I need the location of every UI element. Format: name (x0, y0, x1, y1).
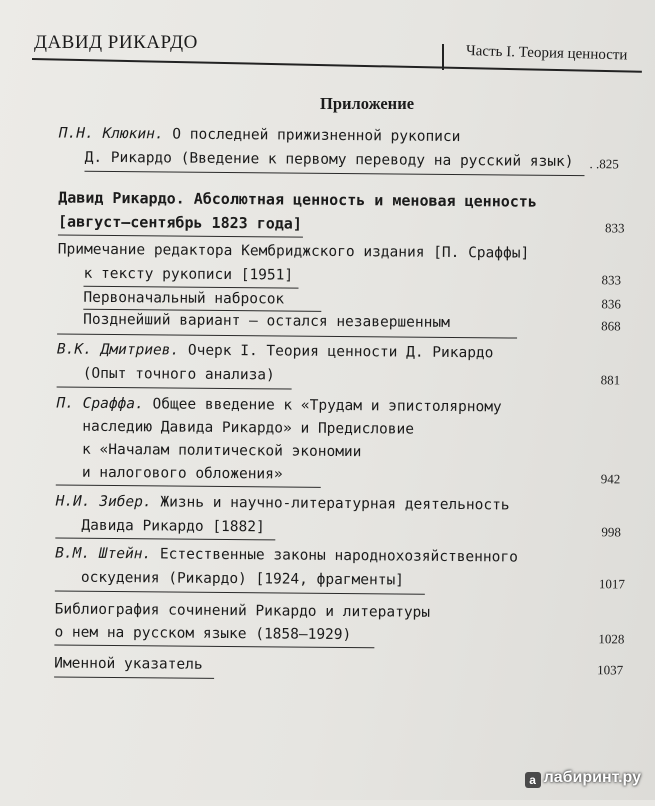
toc-page-dmitriev: 881 (600, 372, 621, 388)
toc-page-klyukin: . .825 (589, 156, 619, 172)
running-header-part: Часть I. Теория ценности (465, 43, 628, 64)
toc-page-later-version: 868 (601, 318, 621, 334)
toc-entry-stein-line2: оскудения (Рикардо) [1924, фрагменты] (80, 569, 405, 589)
toc-entry-ziber-line2: Давида Рикардо [1882] (81, 517, 265, 536)
toc-entry-editor-note-line1: Примечание редактора Кембриджского издания [П. Сраффы] (57, 241, 530, 262)
toc-entry-sraffa-line2: наследию Давида Рикардо» и Предисловие (82, 418, 415, 438)
entry-underline (57, 334, 517, 339)
entry-underline (54, 676, 214, 679)
toc-page-absolute-value: 833 (604, 220, 625, 236)
toc-page-first-draft: 836 (601, 296, 621, 312)
toc-page-bibliography: 1028 (598, 631, 625, 647)
toc-entry-stein-line1: В.М. Штейн. Естественные законы народнохозяйственного (55, 545, 518, 566)
toc-entry-sraffa-line3: к «Началам политической экономии (82, 441, 362, 461)
labirint-logo-icon: а (525, 772, 541, 788)
toc-entry-sraffa-line4: и налогового обложения» (81, 464, 283, 483)
toc-entry-absolute-value-line1: Давид Рикардо. Абсолютная ценность и меновая ценность (58, 188, 537, 211)
toc-entry-editor-note-line2: к тексту рукописи [1951] (83, 265, 294, 284)
toc-page-editor-note: 833 (601, 272, 622, 288)
toc-entry-dmitriev-line1: В.К. Дмитриев. Очерк I. Теория ценности Д. Рикардо (56, 341, 494, 362)
toc-entry-name-index: Именной указатель (54, 655, 203, 673)
watermark (525, 769, 641, 788)
toc-page-name-index: 1037 (597, 662, 624, 678)
watermark-text: лабиринт.ру (543, 769, 641, 786)
toc-entry-bibliography-line2: о нем на русском языке (1858—1929) (54, 624, 352, 644)
toc-page-stein: 1017 (598, 576, 625, 592)
toc-entry-later-version: Позднейший вариант — остался незавершенным (83, 311, 450, 331)
toc-entry-ziber-line1: Н.И. Зибер. Жизнь и научно-литературная деятельность (55, 493, 510, 514)
toc-entry-bibliography-line1: Библиография сочинений Рикардо и литературы (54, 601, 431, 621)
toc-page-ziber: 998 (601, 524, 621, 540)
toc-entry-dmitriev-line2: (Опыт точного анализа) (82, 365, 275, 384)
toc-entry-sraffa-line1: П. Сраффа. Общее введение к «Трудам и эпистолярному (56, 395, 502, 416)
section-title: Приложение (320, 94, 415, 113)
toc-page-sraffa: 942 (600, 471, 621, 487)
toc-entry-first-draft: Первоначальный набросок (83, 289, 285, 308)
toc-entry-klyukin-line2: Д. Рикардо (Введение к первому переводу на русский язык) (84, 149, 574, 171)
running-header-author: ДАВИД РИКАРДО (34, 32, 198, 53)
entry-underline (57, 387, 292, 390)
entry-underline (58, 235, 303, 238)
toc-entry-absolute-value-line2: [август—сентябрь 1823 года] (57, 212, 302, 233)
toc-entry-klyukin-line1: П.Н. Клюкин. О последней прижизненной рукописи (58, 125, 461, 146)
